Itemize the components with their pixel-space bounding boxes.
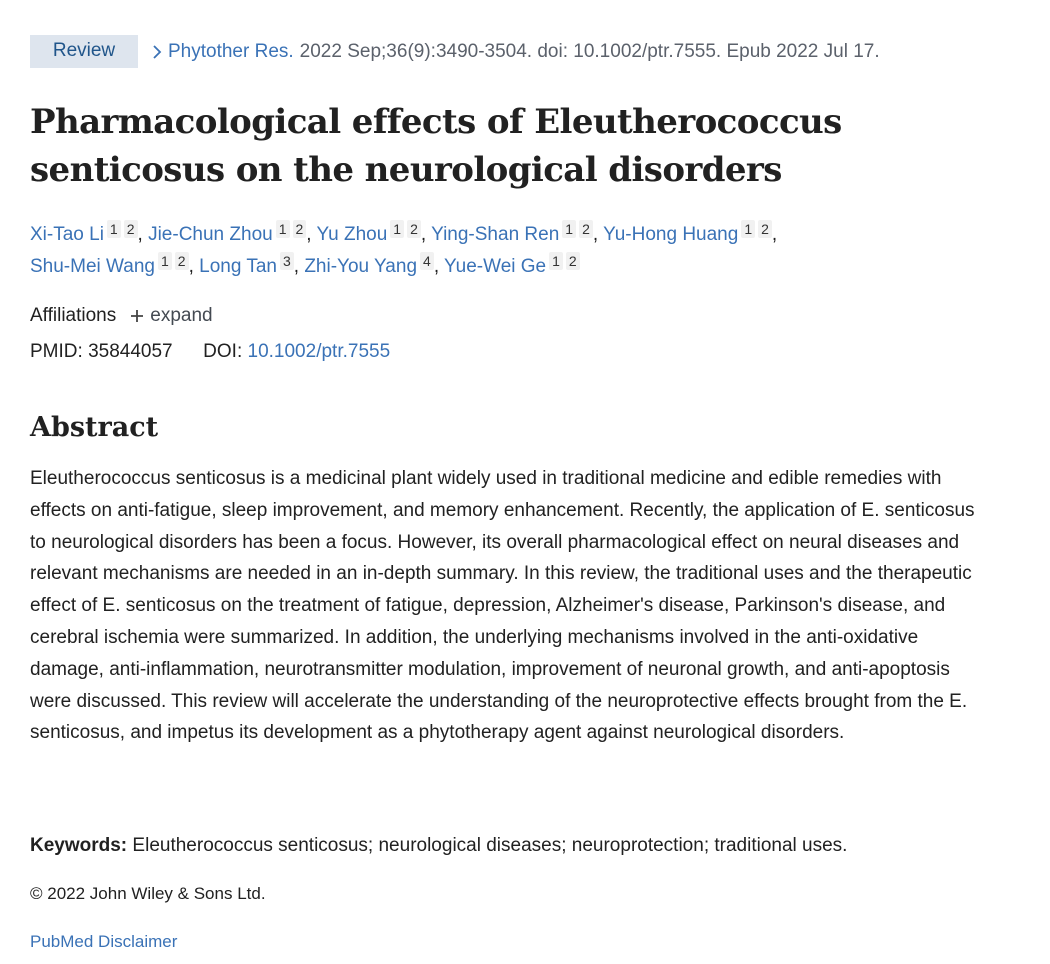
keywords-value: Eleutherococcus senticosus; neurological diseases; neuroprotection; traditional uses. [132, 835, 848, 856]
pubmed-disclaimer-link[interactable]: PubMed Disclaimer [30, 932, 178, 951]
publication-type-badge: Review [30, 35, 138, 68]
author-item [431, 221, 593, 245]
author-item [199, 253, 294, 277]
journal-link[interactable]: Phytother Res. [168, 40, 294, 62]
author-item [30, 221, 138, 245]
article-title: Pharmacological effects of Eleutherococcus senticosus on the neurological disorders [30, 102, 842, 190]
author-item [30, 253, 189, 277]
author-link[interactable]: Yu-Hong Huang [603, 224, 739, 245]
abstract-text: Eleutherococcus senticosus is a medicinal plant widely used in traditional medicine and edible remedies with effects on anti-fatigue, sleep improvement, and memory enhancement. Recently, the application of E. senticosus to neurological disorders has been a focus. However, its overall pharmacological effect on neural diseases and relevant mechanisms are needed in an in-depth summary. In this review, the traditional uses and the therapeutic effect of E. senticosus on the treatment of fatigue, depression, Alzheimer's disease, Parkinson's disease, and cerebral ischemia were summarized. In addition, the underlying mechanisms involved in the anti-oxidative damage, anti-inflammation, neurotransmitter modulation, improvement of neuronal growth, and anti-apoptosis were discussed. This review will accelerate the understanding of the neuroprotective effects brought from the E. senticosus, and impetus its development as a phytotherapy agent against neurological disorders. [30, 468, 975, 744]
author-link[interactable]: Long Tan [199, 256, 277, 277]
author-link[interactable]: Yu Zhou [316, 224, 388, 245]
affiliation-ref[interactable]: 1 [107, 220, 121, 238]
author-link[interactable]: Ying-Shan Ren [431, 224, 560, 245]
author-item [316, 221, 421, 245]
pmid-value: 35844057 [88, 341, 173, 362]
keywords-row [30, 833, 847, 859]
affiliation-ref[interactable]: 2 [566, 252, 580, 270]
affiliation-ref[interactable]: 1 [741, 220, 755, 238]
affiliation-ref[interactable]: 1 [562, 220, 576, 238]
affiliation-ref[interactable]: 3 [280, 252, 294, 270]
citation-header [30, 35, 880, 68]
affiliations-label: Affiliations [30, 305, 117, 326]
citation-text: 2022 Sep;36(9):3490-3504. doi: 10.1002/ptr.7555. Epub 2022 Jul 17. [299, 40, 880, 62]
plus-icon[interactable] [130, 309, 144, 323]
author-item [603, 221, 772, 245]
affiliation-ref[interactable]: 4 [420, 252, 434, 270]
author-item [304, 253, 433, 277]
author-link[interactable]: Xi-Tao Li [30, 224, 104, 245]
copyright-text: © 2022 John Wiley & Sons Ltd. [30, 884, 266, 903]
identifiers-row [30, 340, 390, 364]
author-link[interactable]: Shu-Mei Wang [30, 256, 155, 277]
affiliation-ref[interactable]: 1 [276, 220, 290, 238]
affiliation-ref[interactable]: 1 [158, 252, 172, 270]
affiliation-ref[interactable]: 2 [758, 220, 772, 238]
affiliation-ref[interactable]: 2 [124, 220, 138, 238]
affiliation-ref[interactable]: 2 [407, 220, 421, 238]
author-link[interactable]: Yue-Wei Ge [444, 256, 547, 277]
affiliation-ref[interactable]: 2 [293, 220, 307, 238]
authors-list: Xi-Tao Li 1 2 , Jie-Chun Zhou 1 2 , Yu Zhou 1 2 , Ying-Shan Ren 1 2 , Yu-Hong Huang 1 2 , Shu-Mei Wang 1 2 , Long Tan 3 , Zhi-You Yang 4 , Yue-Wei Ge 1 2 [30, 221, 778, 277]
doi-link[interactable]: 10.1002/ptr.7555 [247, 341, 391, 362]
author-link[interactable]: Jie-Chun Zhou [148, 224, 273, 245]
affiliation-ref[interactable]: 1 [549, 252, 563, 270]
chevron-right-icon[interactable] [152, 44, 162, 60]
keywords-label: Keywords: [30, 835, 128, 856]
author-item [148, 221, 306, 245]
affiliations-row [30, 304, 213, 328]
author-link[interactable]: Zhi-You Yang [304, 256, 418, 277]
affiliation-ref[interactable]: 2 [579, 220, 593, 238]
author-item [444, 253, 580, 277]
pmid-label: PMID: [30, 341, 83, 362]
affiliation-ref[interactable]: 2 [175, 252, 189, 270]
doi-label: DOI: [203, 341, 243, 362]
abstract-heading: Abstract [30, 412, 159, 443]
expand-affiliations-button[interactable]: expand [150, 305, 213, 326]
affiliation-ref[interactable]: 1 [390, 220, 404, 238]
